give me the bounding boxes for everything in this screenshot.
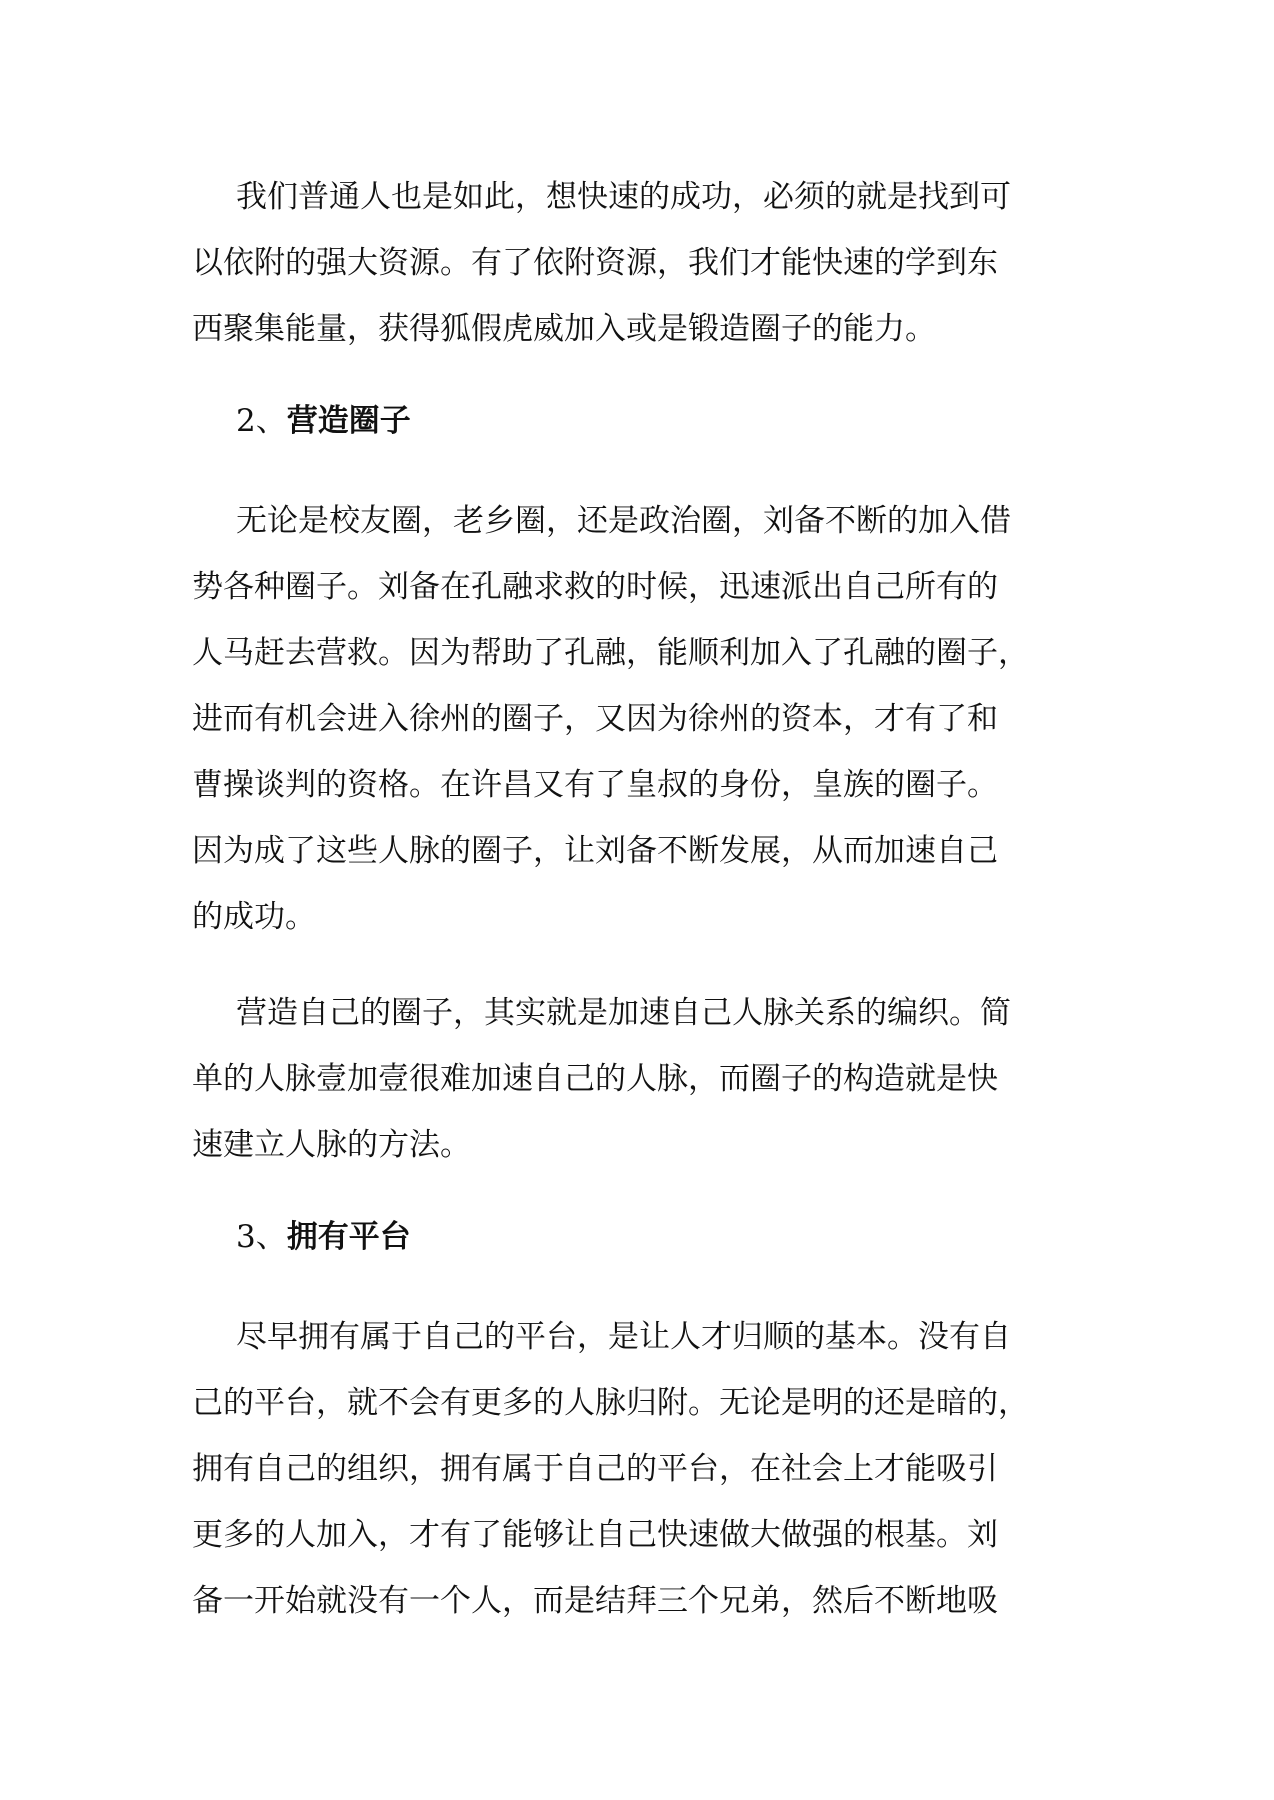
text-line: 的成功。 <box>192 899 316 935</box>
text-line: 曹操谈判的资格。在许昌又有了皇叔的身份，皇族的圈子。 <box>192 767 998 803</box>
heading-number: 2、 <box>236 403 287 439</box>
text-line: 拥有自己的组织，拥有属于自己的平台，在社会上才能吸引 <box>192 1451 998 1487</box>
text-line: 速建立人脉的方法。 <box>192 1127 471 1163</box>
section-heading-3 <box>236 1204 411 1270</box>
text-line: 以依附的强大资源。有了依附资源，我们才能快速的学到东 <box>192 245 998 281</box>
text-line: 进而有机会进入徐州的圈子，又因为徐州的资本，才有了和 <box>192 701 998 737</box>
heading-title: 营造圈子 <box>286 403 411 439</box>
text-line: 更多的人加入，才有了能够让自己快速做大做强的根基。刘 <box>192 1517 998 1553</box>
text-line: 因为成了这些人脉的圈子，让刘备不断发展，从而加速自己 <box>192 833 998 869</box>
text-line: 人马赶去营救。因为帮助了孔融，能顺利加入了孔融的圈子， <box>192 635 1029 671</box>
text-line: 尽早拥有属于自己的平台，是让人才归顺的基本。没有自 <box>236 1319 1011 1355</box>
paragraph-resources <box>192 164 1092 362</box>
heading-number: 3、 <box>236 1219 287 1255</box>
paragraph-circles <box>192 488 1092 950</box>
heading-title: 拥有平台 <box>286 1219 411 1255</box>
paragraph-network <box>192 980 1092 1178</box>
text-line: 西聚集能量，获得狐假虎威加入或是锻造圈子的能力。 <box>192 311 936 347</box>
section-heading-2 <box>236 388 411 454</box>
text-line: 我们普通人也是如此，想快速的成功，必须的就是找到可 <box>236 179 1011 215</box>
text-line: 备一开始就没有一个人，而是结拜三个兄弟，然后不断地吸 <box>192 1583 998 1619</box>
text-line: 无论是校友圈，老乡圈，还是政治圈，刘备不断的加入借 <box>236 503 1011 539</box>
text-line: 营造自己的圈子，其实就是加速自己人脉关系的编织。简 <box>236 995 1011 1031</box>
text-line: 单的人脉壹加壹很难加速自己的人脉，而圈子的构造就是快 <box>192 1061 998 1097</box>
paragraph-platform <box>192 1304 1092 1634</box>
text-line: 势各种圈子。刘备在孔融求救的时候，迅速派出自己所有的 <box>192 569 998 605</box>
text-line: 己的平台，就不会有更多的人脉归附。无论是明的还是暗的， <box>192 1385 1029 1421</box>
